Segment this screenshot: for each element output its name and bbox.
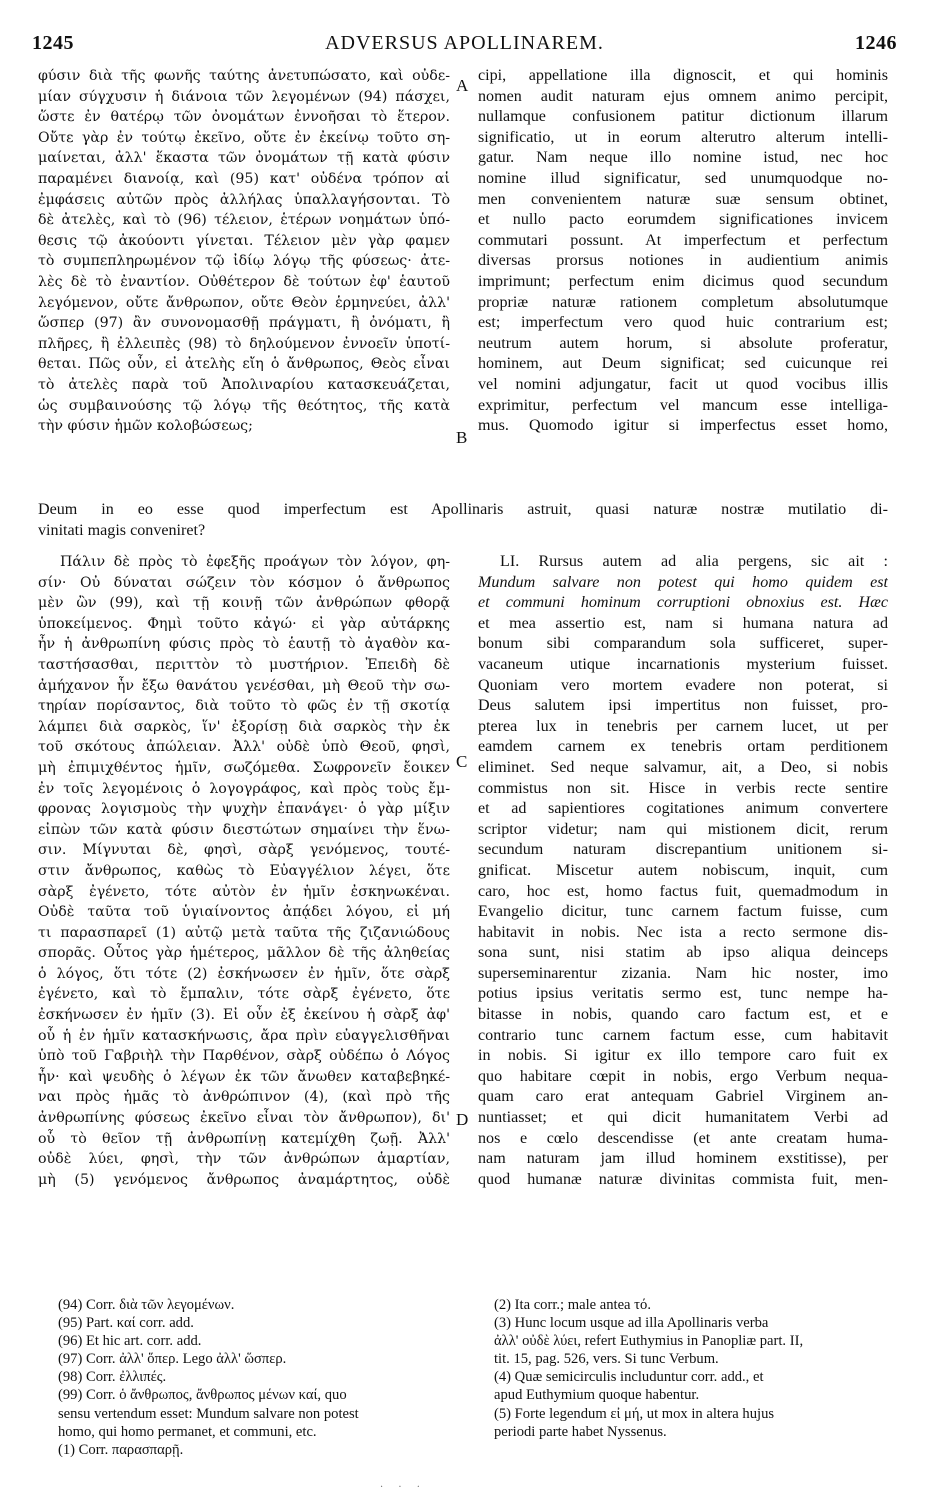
greek-line: εἰπὼν τῶν κατὰ φύσιν διεστώτων σημαίνει τὴν ἕνω- <box>38 821 450 838</box>
greek-line: ἀμήχανον ἦν ἔξω θανάτου γενέσθαι, μὴ Θεοῦ τὴν σω- <box>38 677 450 694</box>
footnote-line: (95) Part. καί corr. add. <box>58 1315 194 1332</box>
latin-line: significatio, ut in eorum alterutro alterum intelli- <box>478 128 888 146</box>
greek-line: ἐμφάσεις αὐτῶν πρὸς ἀλλήλας ὑπαλλαγήσονται. Τὸ <box>38 191 450 208</box>
latin-line: gnificat. Miscetur autem nobiscum, inquit, cum <box>478 861 888 879</box>
greek-line: σπορᾶς. Οὗτος γὰρ ἡμέτερος, μᾶλλον δὲ τῆς ἀληθείας <box>38 945 450 962</box>
latin-line: vel nomini adjungatur, facit ut quod vocibus illis <box>478 375 888 393</box>
latin-line: caro, hoc est, homo factus fuit, quemadmodum in <box>478 882 888 900</box>
greek-line: ὑπὸ τοῦ Γαβριὴλ τὴν Παρθένον, σὰρξ οὐδέπω ὁ Λόγος <box>38 1048 450 1065</box>
latin-line: imprimunt; perfectum enim dicimus quod secundum <box>478 272 888 290</box>
latin-line: exprimitur, perfectum vel mancum esse intelliga- <box>478 396 888 414</box>
running-title: ADVERSUS APOLLINAREM. <box>325 32 604 54</box>
greek-line: ὡς συμβαινούσης τῷ λόγῳ τῆς θεότητος, τῆς κατὰ <box>38 397 450 414</box>
footnote-line: (98) Corr. ἐλλιπές. <box>58 1369 167 1386</box>
greek-line: μὴ (5) γενόμενος ἄνθρωπος ἀναμάρτητος, οὐδὲ <box>38 1171 450 1188</box>
latin-line: eamdem carnem ex tenebris ortam perditionem <box>478 738 888 756</box>
footnote-line: (96) Et hic art. corr. add. <box>58 1333 202 1350</box>
greek-line: ἐσκήνωσεν ἐν ἡμῖν (3). Εἰ οὖν ἐξ ἐκείνου ἡ σὰρξ ἀφ' <box>38 1007 450 1024</box>
latin-line: LI. Rursus autem ad alia pergens, sic ait : <box>500 553 888 570</box>
latin-line: potius ipsius veritatis sermo est, tunc nempe ha- <box>478 985 888 1003</box>
latin-line: est; imperfectum vero quod huic contrarium est; <box>478 314 888 332</box>
latin-line: nomine illud significatur, sed unumquodque no- <box>478 169 888 187</box>
footnotes-left <box>58 1296 458 1459</box>
greek-line: Οὔτε γὰρ ἐν τούτῳ ἐκεῖνο, οὔτε ἐν ἐκείνῳ τοῦτο ση- <box>38 129 450 146</box>
footnote-line: (5) Forte legendum εἰ μή, ut mox in altera hujus <box>494 1405 775 1422</box>
greek-line: θεσις τῷ ἀκούοντι γίνεται. Τέλειον μὲν γὰρ φαμεν <box>38 232 450 249</box>
latin-line: vacaneum utique incarnationis mysterium fuisset. <box>478 655 888 673</box>
latin-line: commutari possunt. At imperfectum et perfectum <box>478 231 888 249</box>
greek-line: μὲν ὢν (99), καὶ τῇ κοινῇ τῶν ἀνθρώπων φθορᾷ <box>38 595 450 612</box>
greek-line: δὲ ἀτελὲς, καὶ τὸ (96) τέλειον, ἑτέρων νοημάτων ὑπό- <box>38 212 450 229</box>
latin-line: quo habitare cœpit in nobis, ergo Verbum nequa- <box>478 1067 888 1085</box>
footnotes-right <box>494 1296 894 1441</box>
footnote-line: ἀλλ' οὐδὲ λύει, refert Euthymius in Panopliæ part. II, <box>494 1333 804 1350</box>
greek-line: τοῦ σκότους ἀπώλειαν. Ἀλλ' οὐδὲ ὑπὸ Θεοῦ, φησὶ, <box>38 739 450 756</box>
greek-line: τὸ συμπεπληρωμένον τῷ ἰδίῳ λόγῳ τῆς φύσεως· ἀτε- <box>38 253 450 270</box>
greek-line: σίν· Οὐ δύναται σώζειν τὸν κόσμον ὁ ἄνθρωπος <box>38 574 450 591</box>
spanning-lines <box>38 500 888 541</box>
greek-line: σιν. Μίγνυται δὲ, φησὶ, σὰρξ γενόμενος, τουτέ- <box>38 842 450 859</box>
latin-line: secundum naturam discrepantium unitionem si- <box>478 841 888 859</box>
footnote-line: (3) Hunc locum usque ad illa Apollinaris verba <box>494 1315 769 1332</box>
greek-line: θεται. Πῶς οὖν, εἰ ἀτελὴς εἴη ὁ ἄνθρωπος, Θεὸς εἶναι <box>38 356 450 373</box>
footnote-line: (2) Ita corr.; male antea τό. <box>494 1297 651 1313</box>
latin-line: Deus salutem ipsi impertitus non fuisset, pro- <box>478 697 888 715</box>
footnote-line: apud Euthymium quoque habentur. <box>494 1387 700 1404</box>
greek-line: τὴν φύσιν ἡμῶν κολοβώσεως; <box>38 418 253 435</box>
greek-line: μὴ ἐπιμιχθέντος ἡμῖν, σωζόμεθα. Σωφρονεῖν ἔοικεν <box>38 759 450 776</box>
footnote-line: homo, qui homo permanet, et communi, etc. <box>58 1423 317 1440</box>
latin-line: bonum sibi comparandum sola sufficeret, super- <box>478 635 888 653</box>
greek-line: ἐν τοῖς λεγομένοις ὁ λογογράφος, καὶ πρὸς τοὺς ἔμ- <box>38 780 450 797</box>
greek-line: ὑποκείμενος. Φημὶ τοῦτο κἀγώ· εἰ γὰρ αὐτάρκης <box>38 615 450 632</box>
latin-line: in nobis. Si igitur ex illo tempore caro fuit ex <box>478 1047 888 1065</box>
latin-line: quod humanæ naturæ divinitas commista fuit, men- <box>478 1170 888 1188</box>
latin-line: quam caro erat antequam Gabriel Virginem an- <box>478 1088 888 1106</box>
greek-line: λάμπει διὰ σαρκὸς, ἵν' ἐξορίσῃ διὰ σαρκὸς τὴν ἐκ <box>38 718 450 735</box>
latin-line: diversas prorsus notiones in audientium animis <box>478 252 888 270</box>
greek-line: λεγόμενον, οὔτε ἄνθρωπον, οὔτε Θεὸν ἑρμηνεύει, ἀλλ' <box>38 294 450 311</box>
greek-line: πλῆρες, ἢ ἐλλειπὲς (98) τὸ δηλούμενον ἐννοεῖν ὑποτί- <box>38 335 450 352</box>
running-header <box>32 32 897 58</box>
latin-line: nomen audit naturam ejus omnem animo percipit, <box>478 87 888 105</box>
greek-line: οὗ ἡ ἐν ἡμῖν κατασκήνωσις, ἄρα πρὶν εὐαγγελισθῆναι <box>38 1027 450 1044</box>
latin-line: neutrum autem horum, si absolute proferatur, <box>478 334 888 352</box>
greek-line: ταστήσασθαι, περιττὸν τὸ μυστήριον. Ἐπειδὴ δὲ <box>38 656 450 673</box>
latin-line: Evangelio dicitur, tunc carnem factum fuisse, cum <box>478 903 888 921</box>
greek-line: ἦν ἡ ἀνθρωπίνη φύσις πρὸς τὸ ἑαυτῇ τὸ ἀγαθὸν κα- <box>38 636 450 653</box>
greek-column-bottom <box>38 552 450 1190</box>
latin-line: gatur. Nam neque illo nomine istud, nec hoc <box>478 149 888 167</box>
latin-line: men convenientem naturæ suæ sensum obtinet, <box>478 190 888 208</box>
latin-line: mus. Quomodo igitur si imperfectus esset homo, <box>478 417 888 435</box>
greek-column-top <box>38 66 450 437</box>
page-foot-ornament: · · · <box>380 1482 426 1493</box>
latin-column-top <box>478 66 888 437</box>
greek-line: οὐδὲ λύει, φησὶ, τὴν τῶν ἀνθρώπων ἁμαρτίαν, <box>38 1151 450 1168</box>
latin-column-bottom <box>478 552 888 1190</box>
margin-marker-b: B <box>456 428 468 447</box>
greek-line: τὸ ἀτελὲς παρὰ τοῦ Ἀπολιναρίου κατασκευάζεται, <box>38 376 450 393</box>
greek-line: ἀνθρωπίνης φύσεως ἐκεῖνο εἶναι τὸν ἄνθρωπον), δι' <box>38 1110 450 1127</box>
latin-line: nam naturam jam illud hominem exstitisse), per <box>478 1150 888 1168</box>
latin-line: et communi hominum corruptioni obnoxius est. Hæc <box>478 594 888 612</box>
greek-line: οὗ τὸ θεῖον τῇ ἀνθρωπίνῃ κατεμίχθη ζωῇ. Ἀλλ' <box>38 1130 450 1147</box>
margin-marker-d: D <box>456 1110 469 1129</box>
greek-line: μαίνεται, ἀλλ' ἕκαστα τῶν ὀνομάτων τῇ κατὰ φύσιν <box>38 150 450 167</box>
latin-line: nullamque confusionem patitur dictionum illarum <box>478 108 888 126</box>
latin-line: scriptor videtur; nam qui mistionem dicit, rerum <box>478 820 888 838</box>
greek-line: τηρίαν πορίσαντος, διὰ τοῦτο τὸ φῶς ἐν τῇ σκοτίᾳ <box>38 698 450 715</box>
latin-line: superseminarentur zizania. Nam hic noster, imo <box>478 964 888 982</box>
latin-line: nuntiasset; et qui dicit humanitatem Verbi ad <box>478 1109 888 1127</box>
greek-line: μίαν σύγχυσιν ἡ διάνοια τῶν λεγομένων (94) πάσχει, <box>38 88 450 105</box>
spanning-line: Deum in eo esse quod imperfectum est Apollinaris astruit, quasi naturæ nostræ mutilatio di- <box>38 501 888 518</box>
latin-line: contrario tunc carnem factum esse, cum habitavit <box>478 1026 888 1044</box>
latin-line: bitasse in nobis, quando caro factum est, et e <box>478 1006 888 1024</box>
greek-line: Οὐδὲ ταῦτα τοῦ ὑγιαίνοντος ἀπᾴδει λόγου, εἰ μή <box>38 904 450 921</box>
greek-line: σὰρξ ἐγένετο, τότε αὐτὸν ἐν ἡμῖν ἐσκηνωκέναι. <box>38 883 450 900</box>
spanning-line: vinitati magis conveniret? <box>38 521 206 539</box>
greek-line: φρονας λογισμοὺς τὴν ψυχὴν ἐπανάγει· ὁ γὰρ μίξιν <box>38 801 450 818</box>
latin-line: sona sunt, nisi statim ab ipso aliqua deinceps <box>478 944 888 962</box>
latin-line: commistus non sit. Hisce in verbis recte sentire <box>478 779 888 797</box>
latin-line: Mundum salvare non potest qui homo quidem est <box>478 573 888 591</box>
greek-line: ναι πρὸς ἡμᾶς τὸ ἀνθρώπινον (4), (καὶ πρὸ τῆς <box>38 1089 450 1106</box>
footnote-line: (94) Corr. διὰ τῶν λεγομένων. <box>58 1297 235 1313</box>
page-number-left: 1245 <box>32 32 74 54</box>
greek-line: ἦν· καὶ ψευδὴς ὁ λέγων ἐκ τῶν ἄνωθεν καταβεβηκέ- <box>38 1068 450 1085</box>
latin-line: propriæ naturæ rationem completum absolutumque <box>478 293 888 311</box>
footnote-line: sensu vertendum esset: Mundum salvare non potest <box>58 1405 359 1422</box>
greek-line: στιν ἄνθρωπος, καθὼς τὸ Εὐαγγέλιον λέγει, ὅτε <box>38 862 450 879</box>
greek-line: ὥσπερ (97) ἂν συνονομασθῇ πράγματι, ἢ ὀνόματι, ἢ <box>38 315 450 332</box>
latin-line: et ad sapientiores cogitationes animum convertere <box>478 800 888 818</box>
page-number-right: 1246 <box>855 32 897 54</box>
greek-line: Πάλιν δὲ πρὸς τὸ ἐφεξῆς προάγων τὸν λόγον, φη- <box>60 554 450 570</box>
greek-line: ἐγένετο, καὶ τὸ ἔμπαλιν, τότε σὰρξ ἐγένετο, ὅτε <box>38 986 450 1003</box>
latin-line: hominem, aut Deum significat; sed cuicunque rei <box>478 355 888 373</box>
footnote-line: periodi parte habet Nyssenus. <box>494 1423 667 1440</box>
latin-line: eliminet. Sed neque salvamur, ait, a Deo, si nobis <box>478 758 888 776</box>
latin-line: habitavit in nobis. Nec ista a recto sermone dis- <box>478 923 888 941</box>
latin-line: Quoniam vero mortem evadere non poterat, si <box>478 676 888 694</box>
footnote-line: (99) Corr. ὁ ἄνθρωπος, ἄνθρωπος μένων καί, quo <box>58 1387 347 1404</box>
latin-line: pterea lux in tenebris per carnem lucet, ut per <box>478 717 888 735</box>
greek-line: τι παρασπαρεῖ (1) αὐτῷ μετὰ ταῦτα τῆς ζιζανιώδους <box>38 924 450 941</box>
latin-line: cipi, appellatione illa dignoscit, et qui hominis <box>478 67 888 84</box>
greek-line: ὁ λόγος, ὅτι τότε (2) ἐσκήνωσεν ἐν ἡμῖν, ὅτε σὰρξ <box>38 965 450 982</box>
footnote-line: (4) Quæ semicirculis includuntur corr. add., et <box>494 1369 764 1386</box>
greek-line: φύσιν διὰ τῆς φωνῆς ταύτης ἀνετυπώσατο, καὶ οὐδε- <box>38 68 450 84</box>
footnote-line: (1) Corr. παρασπαρῇ. <box>58 1441 184 1458</box>
latin-line: et nullo pacto eorumdem significationes invicem <box>478 211 888 229</box>
greek-line: ὥστε ἐν θατέρῳ τῶν ὀνομάτων ἐννοῆσαι τὸ ἕτερον. <box>38 109 450 126</box>
footnote-line: tit. 15, pag. 526, vers. Si tunc Verbum. <box>494 1351 719 1368</box>
margin-marker-c: C <box>456 752 468 771</box>
latin-line: nos e cœlo descendisse (et ante creatam huma- <box>478 1129 888 1147</box>
margin-marker-a: A <box>456 76 469 95</box>
greek-line: παραμένει διανοίᾳ, καὶ (95) κατ' οὐδένα τρόπον αἱ <box>38 170 450 187</box>
latin-line: et mea assertio est, nam si humana natura ad <box>478 614 888 632</box>
footnote-line: (97) Corr. ἀλλ' ὅπερ. Lego ἀλλ' ὥσπερ. <box>58 1351 287 1368</box>
greek-line: λὲς δὲ τὸ ἐναντίον. Οὐθέτερον δὲ τούτων ἐφ' ἑαυτοῦ <box>38 273 450 290</box>
